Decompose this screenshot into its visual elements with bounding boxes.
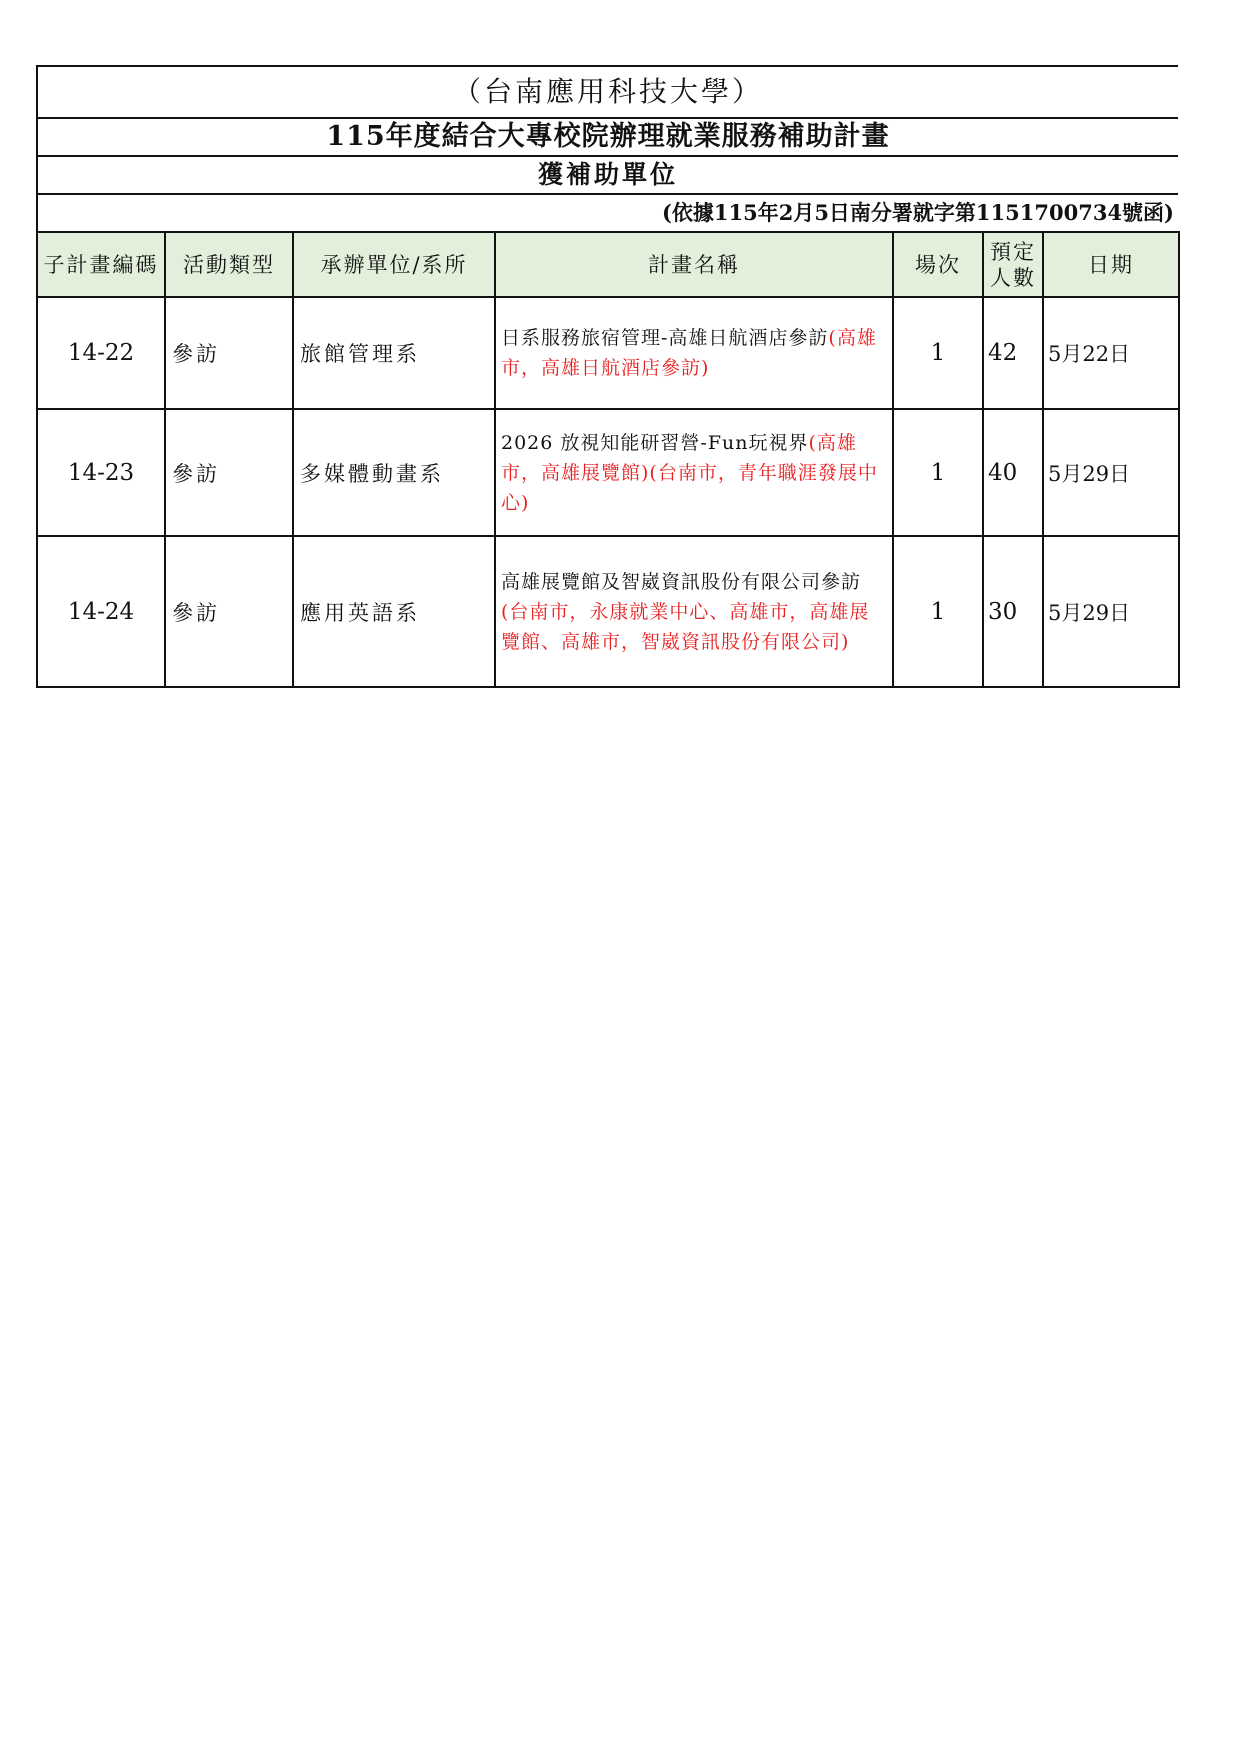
- cell-type: 參訪: [165, 409, 293, 536]
- cell-type: 參訪: [165, 536, 293, 687]
- plan-location-note: (高雄市，高雄日航酒店參訪): [501, 327, 877, 379]
- column-header-type: 活動類型: [165, 232, 293, 297]
- document-title: 115年度結合大專校院辦理就業服務補助計畫: [36, 117, 1178, 155]
- plan-location-note: (高雄市，高雄展覽館)(台南市，青年職涯發展中心): [501, 431, 878, 514]
- cell-date: 5月29日: [1043, 536, 1179, 687]
- cell-sessions: 1: [893, 297, 983, 409]
- cell-type: 參訪: [165, 297, 293, 409]
- cell-people: 30: [983, 536, 1043, 687]
- cell-date: 5月29日: [1043, 409, 1179, 536]
- column-header-code: 子計畫編碼: [37, 232, 165, 297]
- table-row: [37, 536, 1179, 687]
- column-header-people: 預定人數: [983, 232, 1043, 297]
- cell-plan-name: [495, 409, 893, 536]
- cell-code: 14-22: [37, 297, 165, 409]
- cell-unit: 多媒體動畫系: [293, 409, 495, 536]
- cell-code: 14-24: [37, 536, 165, 687]
- plan-name-text: 日系服務旅宿管理-高雄日航酒店參訪: [501, 327, 829, 349]
- subsidy-table: [36, 231, 1180, 688]
- cell-people: 40: [983, 409, 1043, 536]
- cell-plan-name: [495, 297, 893, 409]
- school-name: （台南應用科技大學）: [36, 65, 1178, 117]
- cell-date: 5月22日: [1043, 297, 1179, 409]
- document-sheet: [36, 65, 1178, 688]
- plan-name-text: 高雄展覽館及智崴資訊股份有限公司參訪: [501, 570, 862, 593]
- column-header-date: 日期: [1043, 232, 1179, 297]
- table-row: [37, 297, 1179, 409]
- section-heading: 獲補助單位: [36, 155, 1178, 193]
- cell-sessions: 1: [893, 536, 983, 687]
- plan-name-text: 2026 放視知能研習營-Fun玩視界: [501, 431, 809, 454]
- cell-unit: 應用英語系: [293, 536, 495, 687]
- cell-code: 14-23: [37, 409, 165, 536]
- table-header-row: [37, 232, 1179, 297]
- cell-sessions: 1: [893, 409, 983, 536]
- column-header-unit: 承辦單位/系所: [293, 232, 495, 297]
- plan-location-note: (台南市，永康就業中心、高雄市，高雄展覽館、高雄市，智崴資訊股份有限公司): [501, 600, 870, 653]
- reference-line: (依據115年2月5日南分署就字第1151700734號函): [36, 193, 1178, 231]
- cell-people: 42: [983, 297, 1043, 409]
- column-header-name: 計畫名稱: [495, 232, 893, 297]
- cell-plan-name: [495, 536, 893, 687]
- table-row: [37, 409, 1179, 536]
- cell-unit: 旅館管理系: [293, 297, 495, 409]
- column-header-sessions: 場次: [893, 232, 983, 297]
